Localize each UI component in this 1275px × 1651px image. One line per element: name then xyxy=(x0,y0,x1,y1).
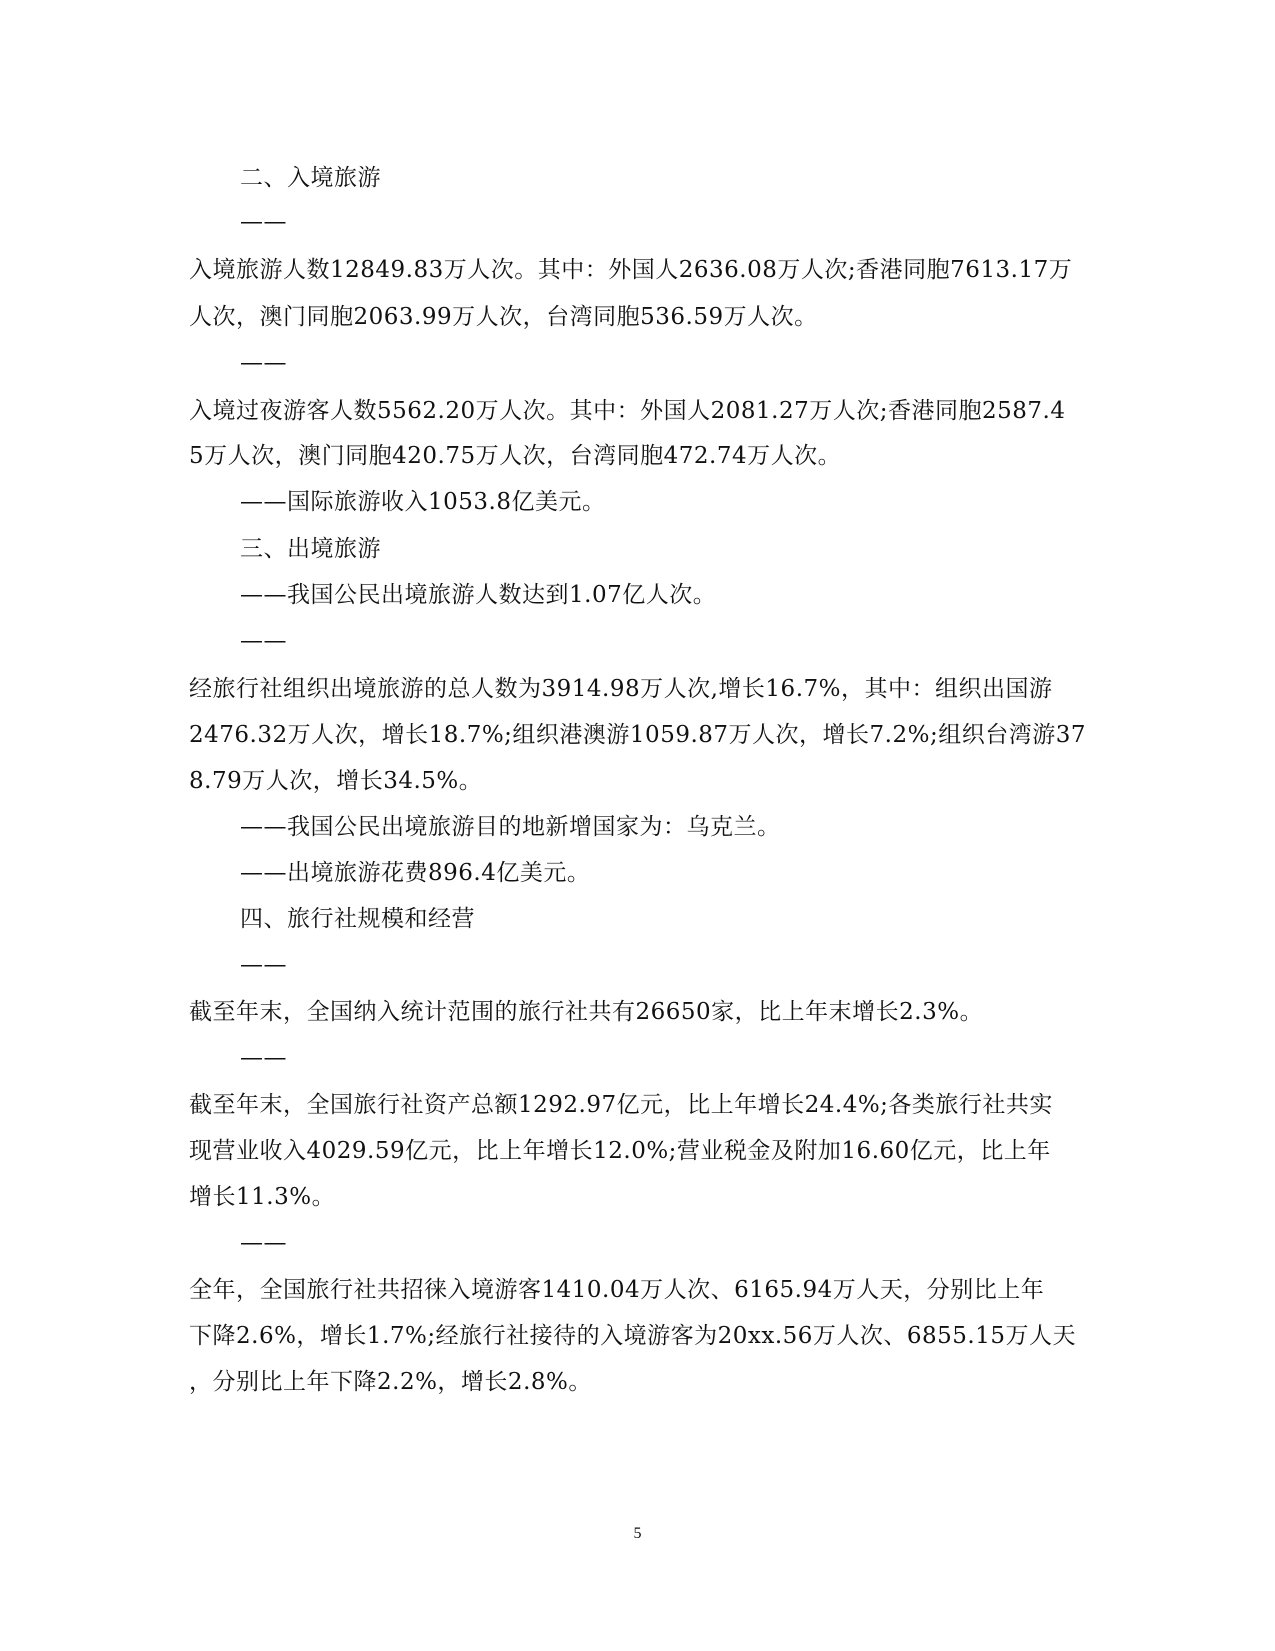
paragraph-line: ——出境旅游花费896.4亿美元。 xyxy=(240,860,591,886)
page-number: 5 xyxy=(633,1525,642,1542)
paragraph-line: 5万人次，澳门同胞420.75万人次，台湾同胞472.74万人次。 xyxy=(189,443,842,469)
paragraph-line: 增长11.3%。 xyxy=(189,1184,336,1210)
dash-marker: —— xyxy=(240,350,287,376)
paragraph-line: 8.79万人次，增长34.5%。 xyxy=(189,768,483,794)
paragraph-line: 入境过夜游客人数5562.20万人次。其中：外国人2081.27万人次;香港同胞2587.4 xyxy=(189,398,1066,424)
paragraph-line: ，分别比上年下降2.2%，增长2.8%。 xyxy=(189,1369,592,1395)
paragraph-line: ——国际旅游收入1053.8亿美元。 xyxy=(240,489,606,515)
dash-marker: —— xyxy=(240,1230,287,1256)
paragraph-line: 经旅行社组织出境旅游的总人数为3914.98万人次,增长16.7%，其中：组织出国游 xyxy=(189,676,1053,702)
dash-marker: —— xyxy=(240,1045,287,1071)
heading-inbound-tourism: 二、入境旅游 xyxy=(240,165,381,191)
heading-travel-agencies: 四、旅行社规模和经营 xyxy=(240,906,475,932)
paragraph-line: ——我国公民出境旅游人数达到1.07亿人次。 xyxy=(240,582,717,608)
heading-outbound-tourism: 三、出境旅游 xyxy=(240,536,381,562)
paragraph-line: ——我国公民出境旅游目的地新增国家为：乌克兰。 xyxy=(240,814,781,840)
paragraph-line: 现营业收入4029.59亿元，比上年增长12.0%;营业税金及附加16.60亿元，比上年 xyxy=(189,1138,1051,1164)
paragraph-line: 全年，全国旅行社共招徕入境游客1410.04万人次、6165.94万人天，分别比上年 xyxy=(189,1277,1045,1303)
paragraph-line: 截至年末，全国纳入统计范围的旅行社共有26650家，比上年末增长2.3%。 xyxy=(189,999,984,1025)
paragraph-line: 人次，澳门同胞2063.99万人次，台湾同胞536.59万人次。 xyxy=(189,304,818,330)
paragraph-line: 下降2.6%，增长1.7%;经旅行社接待的入境游客为20xx.56万人次、6855.15万人天 xyxy=(189,1323,1077,1349)
dash-marker: —— xyxy=(240,209,287,235)
paragraph-line: 2476.32万人次，增长18.7%;组织港澳游1059.87万人次，增长7.2%;组织台湾游37 xyxy=(189,722,1086,748)
dash-marker: —— xyxy=(240,952,287,978)
paragraph-line: 截至年末，全国旅行社资产总额1292.97亿元，比上年增长24.4%;各类旅行社共实 xyxy=(189,1092,1053,1118)
paragraph-line: 入境旅游人数12849.83万人次。其中：外国人2636.08万人次;香港同胞7613.17万 xyxy=(189,257,1073,283)
dash-marker: —— xyxy=(240,628,287,654)
